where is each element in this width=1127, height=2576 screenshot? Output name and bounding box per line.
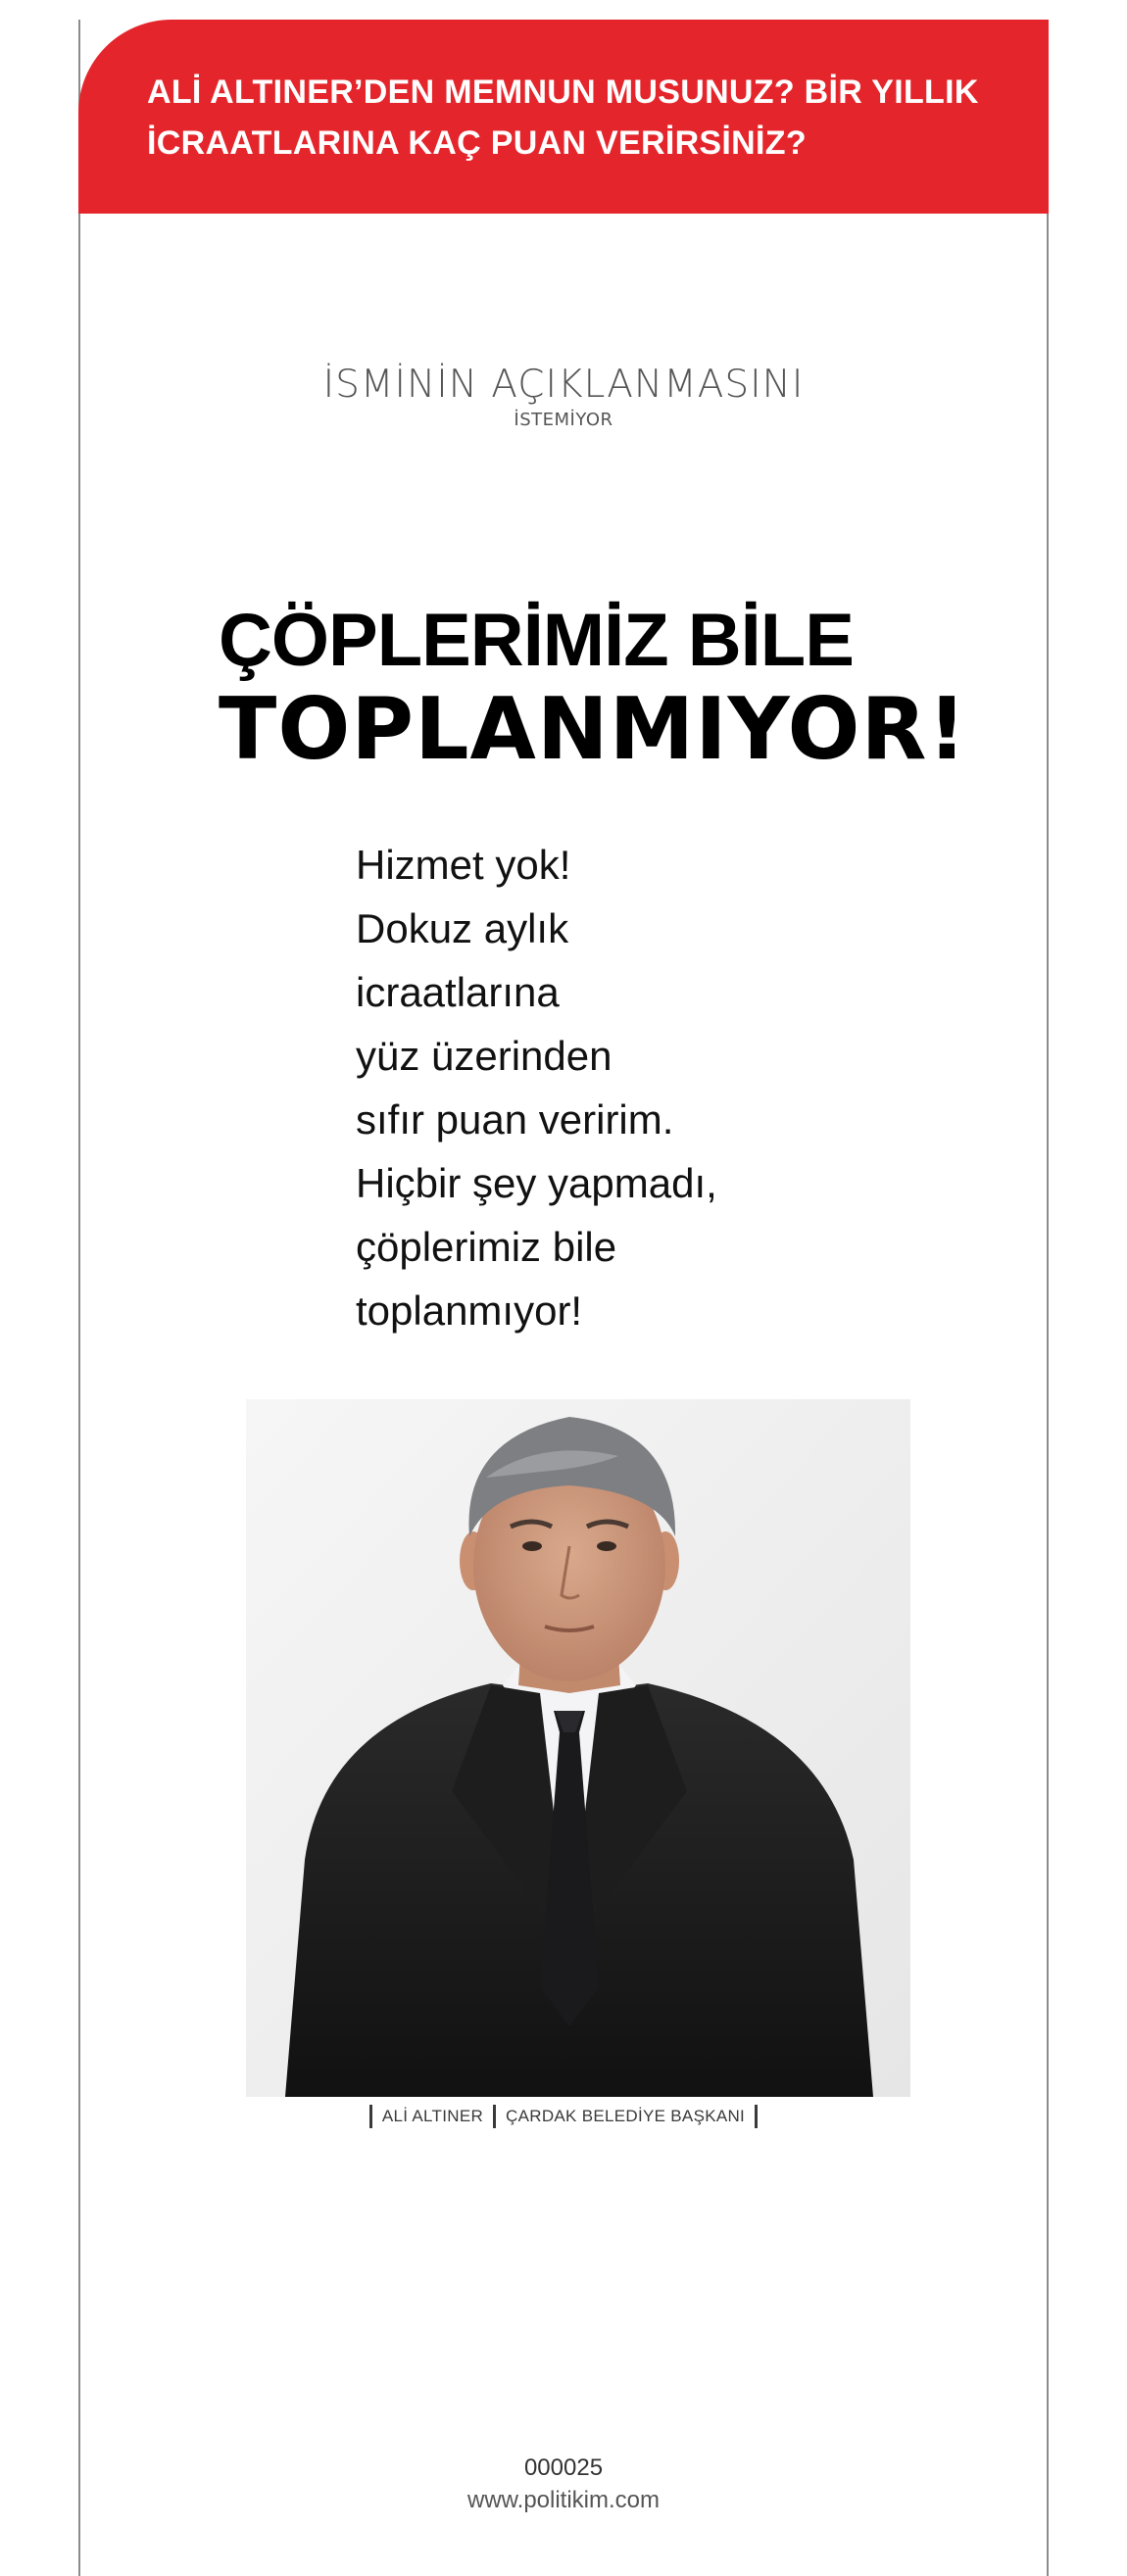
banner-question-line2: İCRAATLARINA KAÇ PUAN VERİRSİNİZ? bbox=[147, 124, 807, 162]
caption-divider bbox=[755, 2105, 758, 2128]
banner-question bbox=[147, 67, 1029, 169]
quote-line: sıfır puan veririm. bbox=[356, 1096, 674, 1142]
headline-line1: ÇÖPLERİMİZ BİLE bbox=[219, 599, 854, 682]
banner-question-line1: ALİ ALTINER’DEN MEMNUN MUSUNUZ? BİR YILLIK bbox=[147, 73, 979, 111]
portrait-photo bbox=[246, 1399, 910, 2097]
caption-divider bbox=[493, 2105, 496, 2128]
caption-title: ÇARDAK BELEDİYE BAŞKANI bbox=[506, 2107, 746, 2125]
quote-line: Hizmet yok! bbox=[356, 842, 571, 888]
quote-line: Hiçbir şey yapmadı, bbox=[356, 1160, 717, 1206]
caption-name: ALİ ALTINER bbox=[381, 2107, 484, 2125]
respondent-name-sub: İSTEMİYOR bbox=[514, 410, 613, 430]
quote-line: çöplerimiz bile bbox=[356, 1224, 617, 1270]
quote-line: yüz üzerinden bbox=[356, 1033, 612, 1079]
headline bbox=[219, 599, 1003, 779]
respondent-name: İSMİNİN AÇIKLANMASINI bbox=[322, 363, 805, 407]
quote-line: icraatlarına bbox=[356, 969, 560, 1015]
headline-line2: TOPLANMIYOR! bbox=[219, 679, 968, 779]
question-banner bbox=[78, 20, 1049, 214]
portrait-illustration bbox=[246, 1399, 910, 2097]
quote-line: toplanmıyor! bbox=[356, 1288, 583, 1334]
photo-caption bbox=[0, 2105, 1127, 2128]
quote-text bbox=[356, 833, 944, 1342]
website-link[interactable]: www.politikim.com bbox=[466, 2487, 661, 2513]
page-footer bbox=[0, 2453, 1127, 2517]
respondent-label bbox=[0, 363, 1127, 430]
page-code: 000025 bbox=[523, 2454, 604, 2481]
caption-divider bbox=[369, 2105, 372, 2128]
quote-line: Dokuz aylık bbox=[356, 905, 569, 951]
